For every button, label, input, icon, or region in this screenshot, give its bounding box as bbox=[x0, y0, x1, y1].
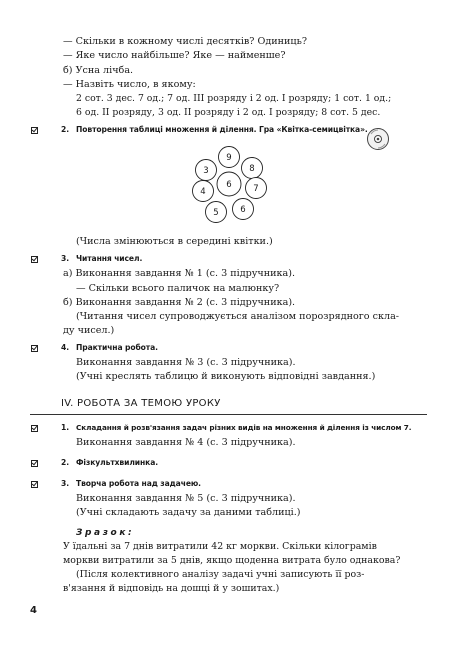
task-line: Виконання завдання № 5 (с. 3 підручника). bbox=[76, 493, 296, 504]
item-number: 2. bbox=[61, 458, 70, 467]
task-line: а) Виконання завдання № 1 (с. 3 підручника). bbox=[63, 268, 296, 279]
petal-number: 8 bbox=[249, 164, 255, 174]
petal-number: 7 bbox=[253, 184, 259, 194]
item-heading: Практична робота. bbox=[76, 343, 158, 352]
note-line: в'язання й відповідь на дошці й у зошитах.) bbox=[63, 583, 280, 594]
question-line: — Яке число найбільше? Яке — найменше? bbox=[63, 50, 286, 61]
flower-diagram bbox=[188, 146, 270, 226]
item-number: 3. bbox=[61, 254, 70, 263]
petal-number: 6 bbox=[240, 205, 246, 215]
note-line: (Учні складають задачу за даними таблиці.) bbox=[76, 507, 301, 518]
question-line: — Назвіть число, в якому: bbox=[63, 79, 196, 90]
item-heading: Творча робота над задачею. bbox=[76, 479, 201, 488]
checkbox-icon bbox=[31, 425, 38, 432]
task-line: 6 од. ІІ розряду, 3 од. ІІ розряду і 2 од. І розряду; 8 сот. 5 дес. bbox=[76, 107, 381, 118]
subitem-line: б) Усна лічба. bbox=[63, 65, 134, 76]
page-number: 4 bbox=[30, 605, 37, 616]
sample-line: У їдальні за 7 днів витратили 42 кг моркви. Скільки кілограмів bbox=[63, 541, 377, 552]
item-heading: Складання й розв'язання задач різних видів на множення й ділення із числом 7. bbox=[76, 423, 412, 432]
task-line: Виконання завдання № 4 (с. 3 підручника). bbox=[76, 437, 296, 448]
task-line: б) Виконання завдання № 2 (с. 3 підручника). bbox=[63, 297, 296, 308]
question-line: — Скільки всього паличок на малюнку? bbox=[76, 283, 280, 294]
item-heading: Повторення таблиці множення й ділення. Гра «Квітка-семицвітка». bbox=[76, 125, 368, 134]
flower-caption: (Числа змінюються в середині квітки.) bbox=[76, 236, 273, 247]
section-divider bbox=[30, 414, 427, 415]
item-number: 3. bbox=[61, 479, 70, 488]
note-line: (Учні креслять таблицю й виконують відповідні завдання.) bbox=[76, 371, 376, 382]
checkbox-icon bbox=[31, 481, 38, 488]
item-number: 2. bbox=[61, 125, 70, 134]
section-title: IV. РОБОТА ЗА ТЕМОЮ УРОКУ bbox=[61, 398, 221, 409]
petal-number: 3 bbox=[203, 166, 209, 176]
checkbox-icon bbox=[31, 460, 38, 467]
checkbox-icon bbox=[31, 345, 38, 352]
center-number: 6 bbox=[226, 180, 232, 190]
sample-label: Зразок: bbox=[76, 528, 135, 538]
item-heading: Фізкультхвилинка. bbox=[76, 458, 159, 467]
question-line: — Скільки в кожному числі десятків? Одиниць? bbox=[63, 36, 307, 47]
task-line: Виконання завдання № 3 (с. 3 підручника). bbox=[76, 357, 296, 368]
petal-number: 9 bbox=[226, 153, 232, 163]
sample-line: моркви витратили за 5 днів, якщо щоденна витрата було однакова? bbox=[63, 555, 401, 566]
task-line: 2 сот. 3 дес. 7 од.; 7 од. ІІІ розряду і 2 од. І розряду; 1 сот. 1 од.; bbox=[76, 93, 392, 104]
petal-number: 4 bbox=[200, 187, 206, 197]
note-line: (Після колективного аналізу задачі учні записують її роз- bbox=[76, 569, 365, 580]
petal-number: 5 bbox=[213, 208, 219, 218]
checkbox-icon bbox=[31, 256, 38, 263]
note-line: ду чисел.) bbox=[63, 325, 115, 336]
checkbox-icon bbox=[31, 127, 38, 134]
item-number: 1. bbox=[61, 423, 70, 432]
item-number: 4. bbox=[61, 343, 70, 352]
cd-disc-icon bbox=[366, 127, 390, 151]
note-line: (Читання чисел супроводжується аналізом порозрядного скла- bbox=[76, 311, 400, 322]
item-heading: Читання чисел. bbox=[76, 254, 143, 263]
